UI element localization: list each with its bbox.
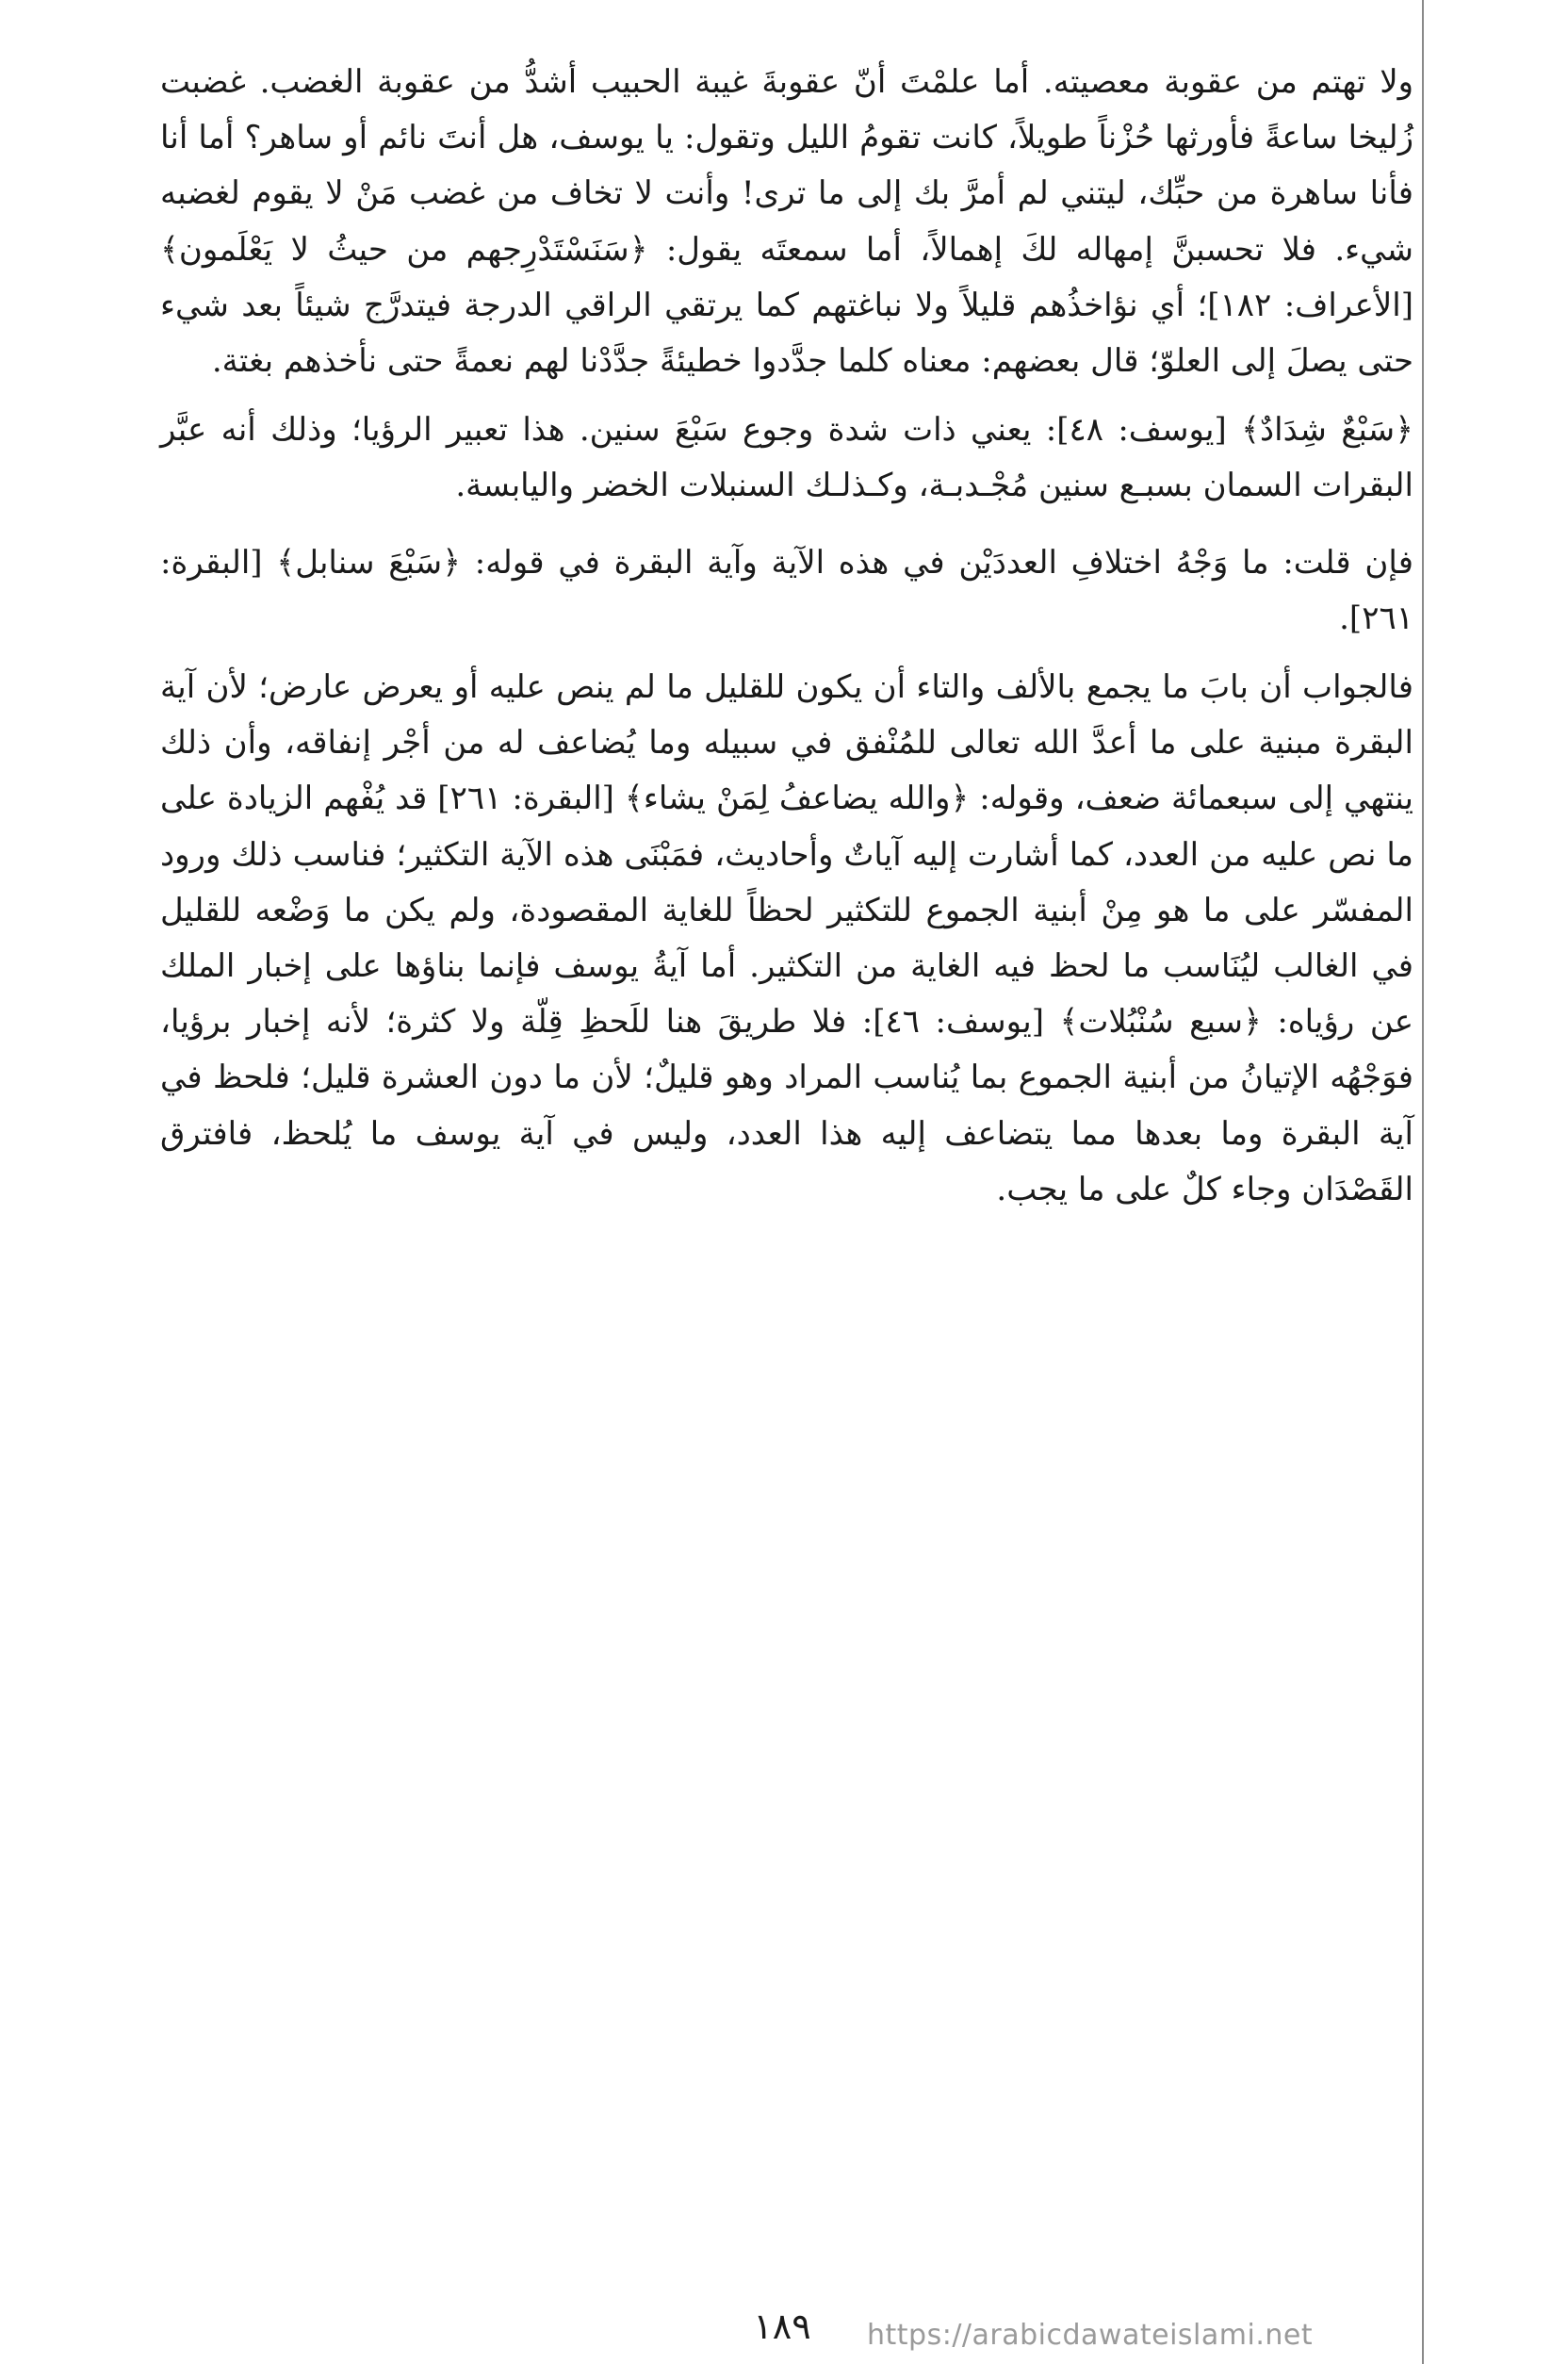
paragraph-2: ﴿سَبْعٌ شِدَادٌ﴾ [يوسف: ٤٨]: يعني ذات شدة وجوع سَبْعَ سنين. هذا تعبير الرؤيا؛ وذلك أنه عبَّر البقرات السمان بسبـع سنين مُجْـدبـة، وكـذلـك السنبلات الخضر واليابسة. — [160, 411, 1413, 505]
body-text — [160, 55, 1413, 1218]
page-number: ١٨٩ — [753, 2306, 811, 2347]
watermark-url: https://arabicdawateislami.net — [867, 2319, 1314, 2352]
paragraph-spacer — [160, 647, 1413, 660]
paragraph-spacer — [160, 389, 1413, 402]
margin-rule — [1422, 0, 1424, 2364]
paragraph-1: ولا تهتم من عقوبة معصيته. أما علمْتَ أنّ عقوبةَ غيبة الحبيب أشدُّ من عقوبة الغضب. غضبت زُليخا ساعةً فأورثها حُزْناً طويلاً، كانت تقومُ الليل وتقول: يا يوسف، هل أنتَ نائم أو ساهر؟ أما أنا فأنا ساهرة من حبِّك، ليتني لم أمرَّ بك إلى ما ترى! وأنت لا تخاف من غضب مَنْ لا يقوم لغضبه شيء. فلا تحسبنَّ إمهاله لكَ إهمالاً، أما سمعتَه يقول: ﴿سَنَسْتَدْرِجهم من حيثُ لا يَعْلَمون﴾ [الأعراف: ١٨٢]؛ أي نؤاخذُهم قليلاً ولا نباغتهم كما يرتقي الراقي الدرجة فيتدرَّج شيئاً بعد شيء حتى يصلَ إلى العلوّ؛ قال بعضهم: معناه كلما جدَّدوا خطيئةً جدَّدْنا لهم نعمةً حتى نأخذهم بغتة. — [160, 63, 1413, 381]
paragraph-4: فالجواب أن بابَ ما يجمع بالألف والتاء أن يكون للقليل ما لم ينص عليه أو يعرض عارض؛ لأن آية البقرة مبنية على ما أعدَّ الله تعالى للمُنْفق في سبيله وما يُضاعف له من أجْر إنفاقه، وأن ذلك ينتهي إلى سبعمائة ضعف، وقوله: ﴿والله يضاعفُ لِمَنْ يشاء﴾ [البقرة: ٢٦١] قد يُفْهم الزيادة على ما نص عليه من العدد، كما أشارت إليه آياتٌ وأحاديث، فمَبْنَى هذه الآية التكثير؛ فناسب ذلك ورود المفسّر على ما هو مِنْ أبنية الجموع للتكثير لحظاً للغاية المقصودة، ولم يكن ما وَضْعه للقليل في الغالب ليُنَاسب ما لحظ فيه الغاية من التكثير. أما آيةُ يوسف فإنما بناؤها على إخبار الملك عن رؤياه: ﴿سبع سُنْبُلات﴾ [يوسف: ٤٦]: فلا طريقَ هنا للَحظِ قِلّة ولا كثرة؛ لأنه إخبار برؤيا، فوَجْهُه الإتيانُ من أبنية الجموع بما يُناسب المراد وهو قليلٌ؛ لأن ما دون العشرة قليل؛ فلحظ في آية البقرة وما بعدها مما يتضاعف إليه هذا العدد، وليس في آية يوسف ما يُلحظ، فافترق القَصْدَان وجاء كلٌ على ما يجب. — [160, 668, 1414, 1208]
paragraph-spacer — [160, 515, 1413, 535]
paragraph-3: فإن قلت: ما وَجْهُ اختلافِ العددَيْن في هذه الآية وآية البقرة في قوله: ﴿سَبْعَ سنابل﴾ [البقرة: ٢٦١]. — [160, 543, 1413, 637]
